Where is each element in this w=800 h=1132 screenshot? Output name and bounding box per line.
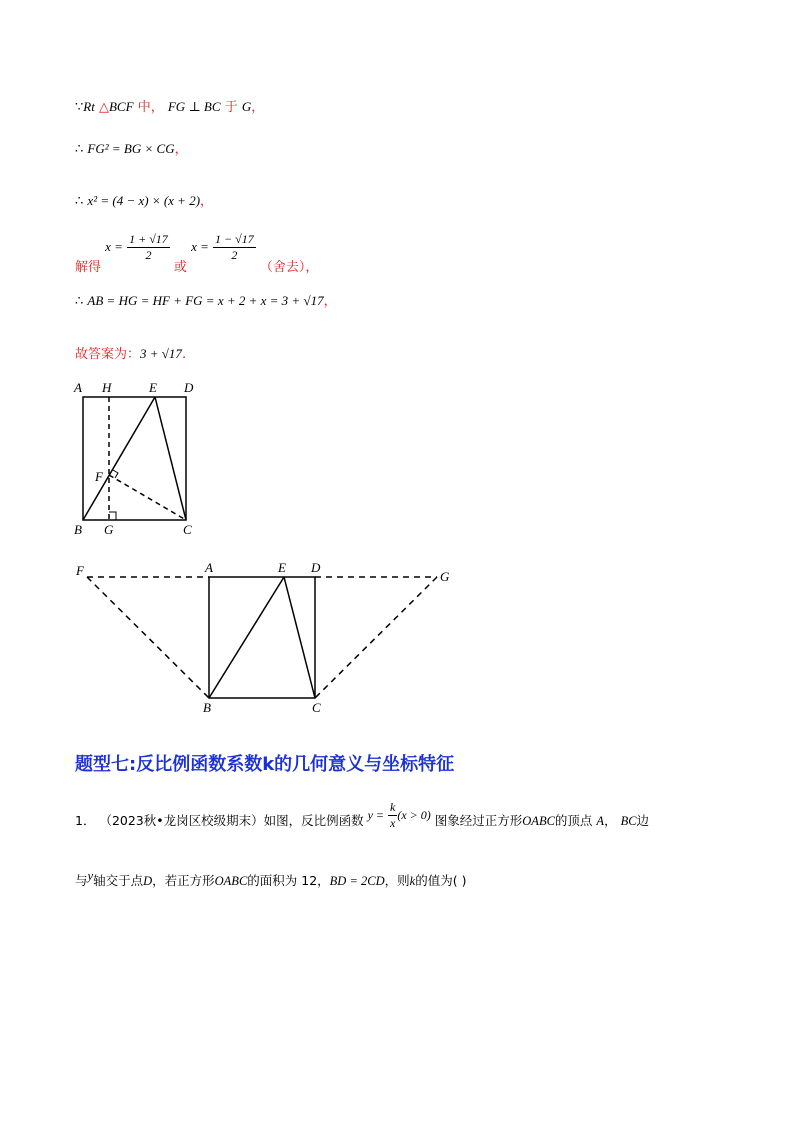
problem-text-5: 边 <box>636 813 650 828</box>
fg-perp-bc: FG ⊥ BC <box>167 99 221 114</box>
answer-label: 故答案为： <box>75 347 141 362</box>
zhong-text: 中 <box>137 100 151 115</box>
right-angle-f <box>113 470 118 478</box>
problem-text-10: ，则 <box>384 873 410 888</box>
x-equals-2: x = <box>191 239 209 254</box>
function-fraction <box>388 800 397 831</box>
label-c-2: C <box>312 700 321 715</box>
function-condition: (x > 0) <box>397 808 431 822</box>
comma: ， <box>251 100 265 115</box>
label-d: D <box>184 380 194 395</box>
function-numerator: k <box>390 800 396 814</box>
label-g-2: G <box>440 569 450 584</box>
problem-text-2: 图象经过正方形 <box>434 813 523 828</box>
answer-parens: ( ) <box>452 873 467 888</box>
problem-text-7: 轴交于点 <box>93 873 144 888</box>
function-denominator: x <box>390 816 396 830</box>
x-equals: x = <box>105 239 123 254</box>
numerator-1: 1 + √17 <box>129 232 168 246</box>
label-e: E <box>149 380 157 395</box>
segment-be <box>83 397 155 520</box>
comma: ， <box>323 294 337 309</box>
label-b: B <box>74 522 82 537</box>
equation-x: x² = (4 − x) × (x + 2) <box>87 193 201 208</box>
section-heading: 题型七:反比例函数系数k的几何意义与坐标特征 <box>75 754 455 775</box>
point-a: A <box>596 814 605 828</box>
right-angle-g <box>109 512 116 520</box>
problem-text-8: ，若正方形 <box>152 873 215 888</box>
dashed-fc <box>109 475 186 520</box>
problem-text-6: 与 <box>75 873 88 888</box>
sheqv-text: （舍去）， <box>259 260 319 275</box>
label-c: C <box>183 522 192 537</box>
comma: ， <box>150 100 164 115</box>
label-d-2: D <box>311 560 321 575</box>
axis-y: y <box>87 869 94 883</box>
bd-eq: BD = 2CD <box>329 874 385 888</box>
problem-source: （2023秋•龙岗区校级期末）如图，反比例函数 <box>99 813 364 828</box>
numerator-2: 1 − √17 <box>215 232 254 246</box>
dashed-gc <box>315 577 437 698</box>
square-name: OABC <box>522 814 555 828</box>
therefore-symbol: ∴ <box>75 193 84 208</box>
label-a: A <box>74 380 82 395</box>
therefore-symbol: ∴ <box>75 141 84 156</box>
side-bc: BC <box>620 814 637 828</box>
denominator-2: 2 <box>231 248 238 262</box>
because-symbol: ∵ <box>75 99 84 114</box>
problem-line-2 <box>75 871 466 889</box>
huo-text: 或 <box>173 260 187 275</box>
answer-value: 3 + √17 <box>140 346 182 361</box>
denominator-1: 2 <box>145 248 152 262</box>
point-d: D <box>143 874 153 888</box>
label-a-2: A <box>205 560 213 575</box>
point-g: G <box>241 99 252 114</box>
expr-ab: AB = HG = HF + FG = x + 2 + x = 3 + √17 <box>87 293 324 308</box>
label-e-2: E <box>278 560 286 575</box>
label-f-2: F <box>76 563 84 578</box>
segment-be-2 <box>209 577 284 698</box>
problem-text-9: 的面积为 12， <box>247 873 330 888</box>
var-k: k <box>409 874 416 888</box>
segment-ec <box>155 397 186 520</box>
figure-square-2 <box>87 577 437 698</box>
dashed-fb <box>87 577 209 698</box>
problem-number: 1． <box>75 813 96 828</box>
label-g: G <box>104 522 114 537</box>
period: . <box>181 347 187 362</box>
triangle-bcf: BCF <box>108 99 134 114</box>
comma: ， <box>200 194 214 209</box>
square-name-2: OABC <box>214 874 248 888</box>
yu-text: 于 <box>224 100 238 115</box>
comma: ， <box>174 142 188 157</box>
label-h: H <box>102 380 112 395</box>
label-f: F <box>95 469 103 484</box>
problem-text-11: 的值为 <box>415 873 453 888</box>
problem-line-1 <box>75 800 650 837</box>
problem-text-3: 的顶点 <box>554 813 593 828</box>
segment-ec-2 <box>284 577 315 698</box>
triangle-symbol: △ <box>98 99 109 114</box>
therefore-symbol: ∴ <box>75 293 84 308</box>
rt-text: Rt <box>83 99 95 114</box>
expr-fg-squared: FG² = BG × CG <box>87 141 175 156</box>
problem-text-4: ， <box>604 813 617 828</box>
label-b-2: B <box>203 700 211 715</box>
function-lhs: y = <box>367 808 385 822</box>
jiede-text: 解得 <box>75 260 102 275</box>
